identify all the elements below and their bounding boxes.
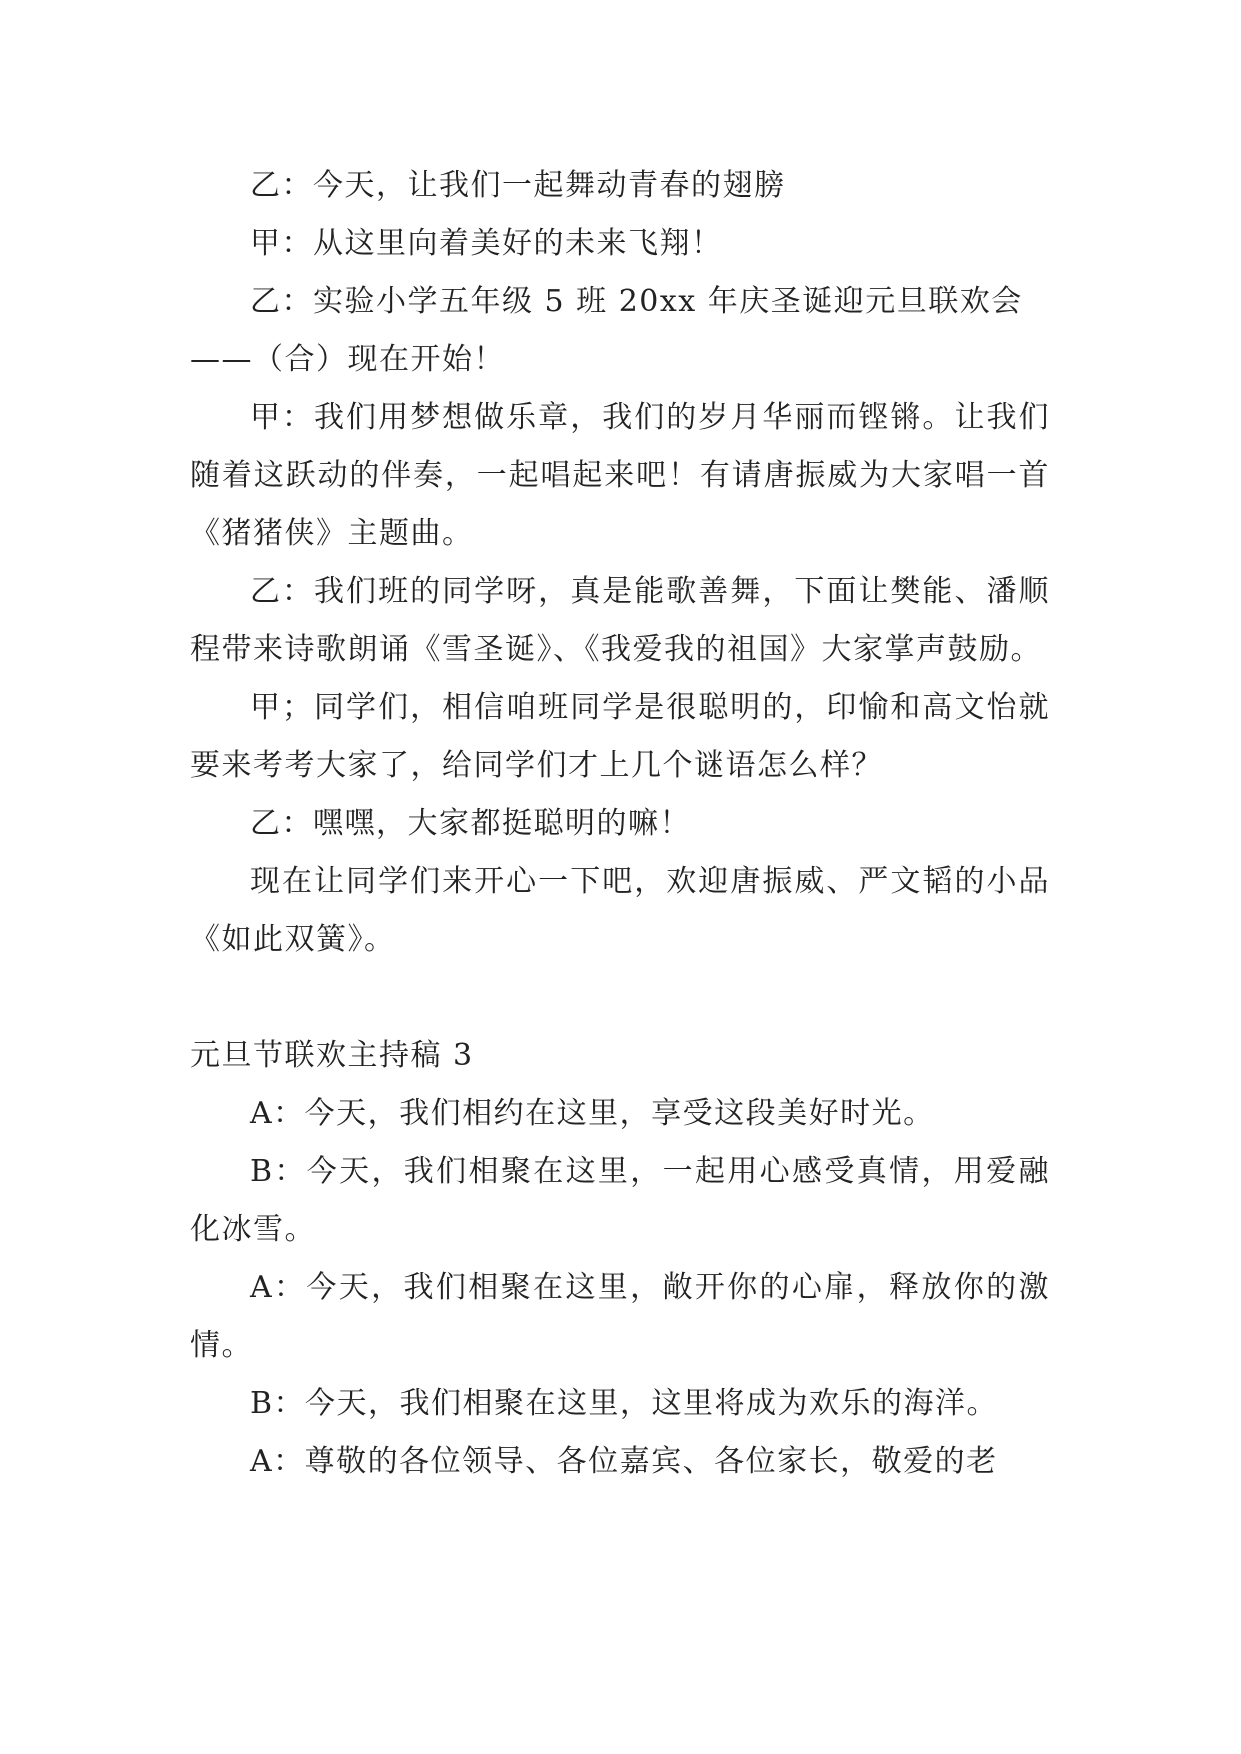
paragraph: 乙：我们班的同学呀，真是能歌善舞，下面让樊能、潘顺程带来诗歌朗诵《雪圣诞》、《我爱我的祖国》大家掌声鼓励。 bbox=[190, 574, 1050, 667]
paragraph: 现在让同学们来开心一下吧，欢迎唐振威、严文韬的小品《如此双簧》。 bbox=[190, 864, 1050, 957]
paragraph: 甲：我们用梦想做乐章，我们的岁月华丽而铿锵。让我们随着这跃动的伴奏，一起唱起来吧！有请唐振威为大家唱一首《猪猪侠》主题曲。 bbox=[190, 400, 1050, 551]
paragraph: ——（合）现在开始！ bbox=[190, 342, 505, 377]
paragraph: 甲；同学们，相信咱班同学是很聪明的，印愉和高文怡就要来考考大家了，给同学们才上几个谜语怎么样？ bbox=[190, 690, 1050, 783]
paragraph: A：尊敬的各位领导、各位嘉宾、各位家长，敬爱的老 bbox=[250, 1444, 998, 1479]
paragraph: B：今天，我们相聚在这里，一起用心感受真情，用爱融化冰雪。 bbox=[190, 1154, 1050, 1247]
paragraph: 乙：嘿嘿，大家都挺聪明的嘛！ bbox=[250, 806, 691, 841]
document-body bbox=[190, 157, 1050, 1491]
section-title: 元旦节联欢主持稿 3 bbox=[190, 1038, 474, 1073]
paragraph: 甲：从这里向着美好的未来飞翔！ bbox=[250, 226, 723, 261]
paragraph: 乙：今天，让我们一起舞动青春的翅膀 bbox=[250, 168, 786, 203]
paragraph: B：今天，我们相聚在这里，这里将成为欢乐的海洋。 bbox=[250, 1386, 999, 1421]
paragraph: 乙：实验小学五年级 5 班 20xx 年庆圣诞迎元旦联欢会 bbox=[250, 284, 1023, 319]
paragraph: A：今天，我们相约在这里，享受这段美好时光。 bbox=[250, 1096, 935, 1131]
paragraph: A：今天，我们相聚在这里，敞开你的心扉，释放你的激情。 bbox=[190, 1270, 1050, 1363]
